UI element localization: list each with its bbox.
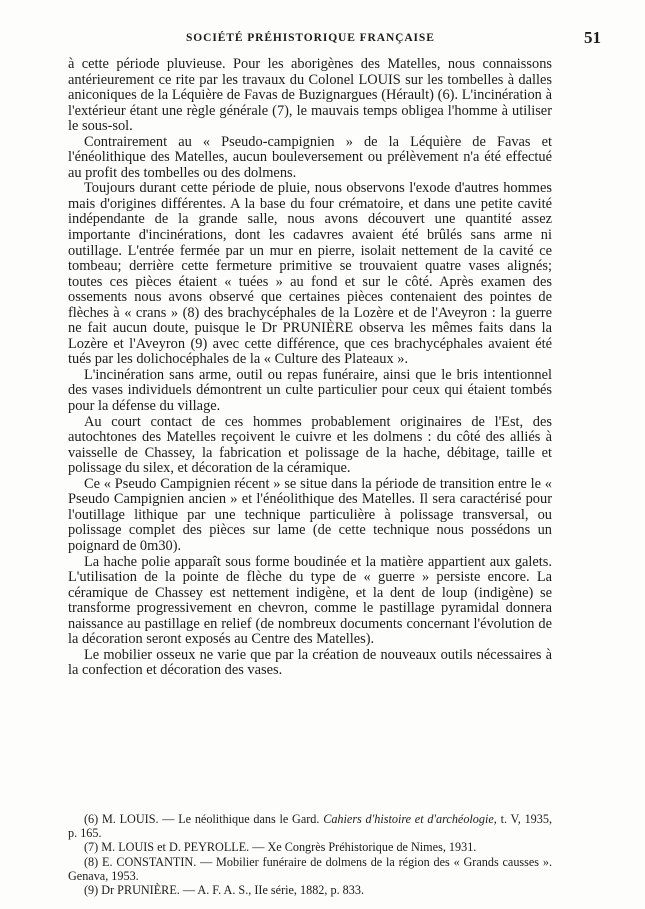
footnote-journal: Cahiers d'histoire et d'archéologie, bbox=[323, 812, 497, 826]
paragraph: Toujours durant cette période de pluie, nous observons l'exode d'autres hommes mais d'origines différentes. A la base du four crématoire, et dans une petite cavité indépendante de la grande salle, nous avons découvert une quantité assez importante d'incinérations, dont les cadavres avaient été brûlés sans arme ni outillage. L'entrée fermée par un mur en pierre, isolait nettement de la cavité ce tombeau; derrière cette fermeture primitive se trouvaient quatre vases alignés; toutes ces pièces étaient « tuées » au fond et sur le côté. Après examen des ossements nous avons observé que certaines pièces contenaient des pointes de flèches à « crans » (8) des brachycéphales de la Lozère et de l'Aveyron : la guerre ne fait aucun doute, puisque le Dr PRUNIÈRE observa les mêmes faits dans la Lozère et l'Aveyron (9) avec cette différence, que ces brachycéphales avaient été tués par les dolichocéphales de la « Culture des Plateaux ». bbox=[68, 180, 552, 368]
paragraph: Ce « Pseudo Campignien récent » se situe dans la période de transition entre le « Pseudo Campignien ancien » et l'énéolithique des Matelles. Il sera caractérisé pour l'outillage lithique par une technique particulière à polissage transversal, ou polissage complet des pièces sur lame (de cette technique nous possédons un poignard de 0m30). bbox=[68, 475, 552, 554]
footnotes bbox=[68, 812, 552, 897]
paragraph: à cette période pluvieuse. Pour les aborigènes des Matelles, nous connaissons antérieurement ce rite par les travaux du Colonel LOUIS sur les tombelles à dalles aniconiques de la Léquière de Favas de Buzignargues (Hérault) (6). L'incinération à l'extérieur étant une règle générale (7), le mauvais temps obligea l'homme à utiliser le sous-sol. bbox=[68, 56, 552, 135]
footnote-number: (8) bbox=[84, 854, 99, 869]
page-header bbox=[68, 28, 601, 52]
footnote-text: — Le néolithique dans le Gard. bbox=[162, 812, 320, 826]
body-text bbox=[68, 57, 552, 679]
footnote-details: t. V, 1935, p. 165. bbox=[68, 812, 552, 841]
footnote bbox=[68, 812, 552, 840]
footnote-number: (7) bbox=[84, 840, 99, 855]
footnote-text: Dr PRUNIÈRE. — A. F. A. S., IIe série, 1882, p. 833. bbox=[101, 883, 365, 898]
footnote-text: M. LOUIS et D. PEYROLLE. — Xe Congrès Préhistorique de Nimes, 1931. bbox=[101, 840, 477, 855]
footnote bbox=[68, 883, 552, 897]
paragraph: Au court contact de ces hommes probablement originaires de l'Est, des autochtones des Matelles reçoivent le cuivre et les dolmens : du côté des alliés à vaisselle de Chassey, la fabrication et polissage de la hache, débitage, taille et polissage du silex, et décoration de la céramique. bbox=[68, 413, 552, 477]
paragraph: L'incinération sans arme, outil ou repas funéraire, ainsi que le bris intentionnel des vases individuels démontrent un culte particulier pour ceux qui étaient tombés pour la défense du village. bbox=[68, 366, 552, 415]
paragraph: Contrairement au « Pseudo-campignien » de la Léquière de Favas et l'énéolithique des Matelles, aucun bouleversement ou prélèvement n'a été effectué au profit des tombelles ou des dolmens. bbox=[68, 133, 552, 181]
footnote-number: (9) bbox=[84, 883, 99, 898]
page-number: 51 bbox=[584, 28, 601, 47]
footnote-author: M. LOUIS. bbox=[101, 812, 159, 826]
running-head: SOCIÉTÉ PRÉHISTORIQUE FRANÇAISE bbox=[186, 32, 435, 44]
paragraph: La hache polie apparaît sous forme boudinée et la matière appartient aux galets. L'utilisation de la pointe de flèche du type de « guerre » persiste encore. La céramique de Chassey est nettement indigène, et la dent de loup (indigène) se transforme progressivement en chevron, comme le pastillage pyramidal donnera naissance au pastillage en relief (de nombreux documents concernant l'évolution de la décoration seront exposés au Centre des Matelles). bbox=[68, 553, 552, 648]
footnote bbox=[68, 855, 552, 883]
footnote-text: E. CONSTANTIN. — Mobilier funéraire de dolmens de la région des « Grands causses ». Genava, 1953. bbox=[68, 854, 552, 883]
footnote-number: (6) bbox=[84, 812, 99, 826]
paragraph: Le mobilier osseux ne varie que par la création de nouveaux outils nécessaires à la confection et décoration des vases. bbox=[68, 646, 552, 679]
footnote bbox=[68, 840, 552, 854]
